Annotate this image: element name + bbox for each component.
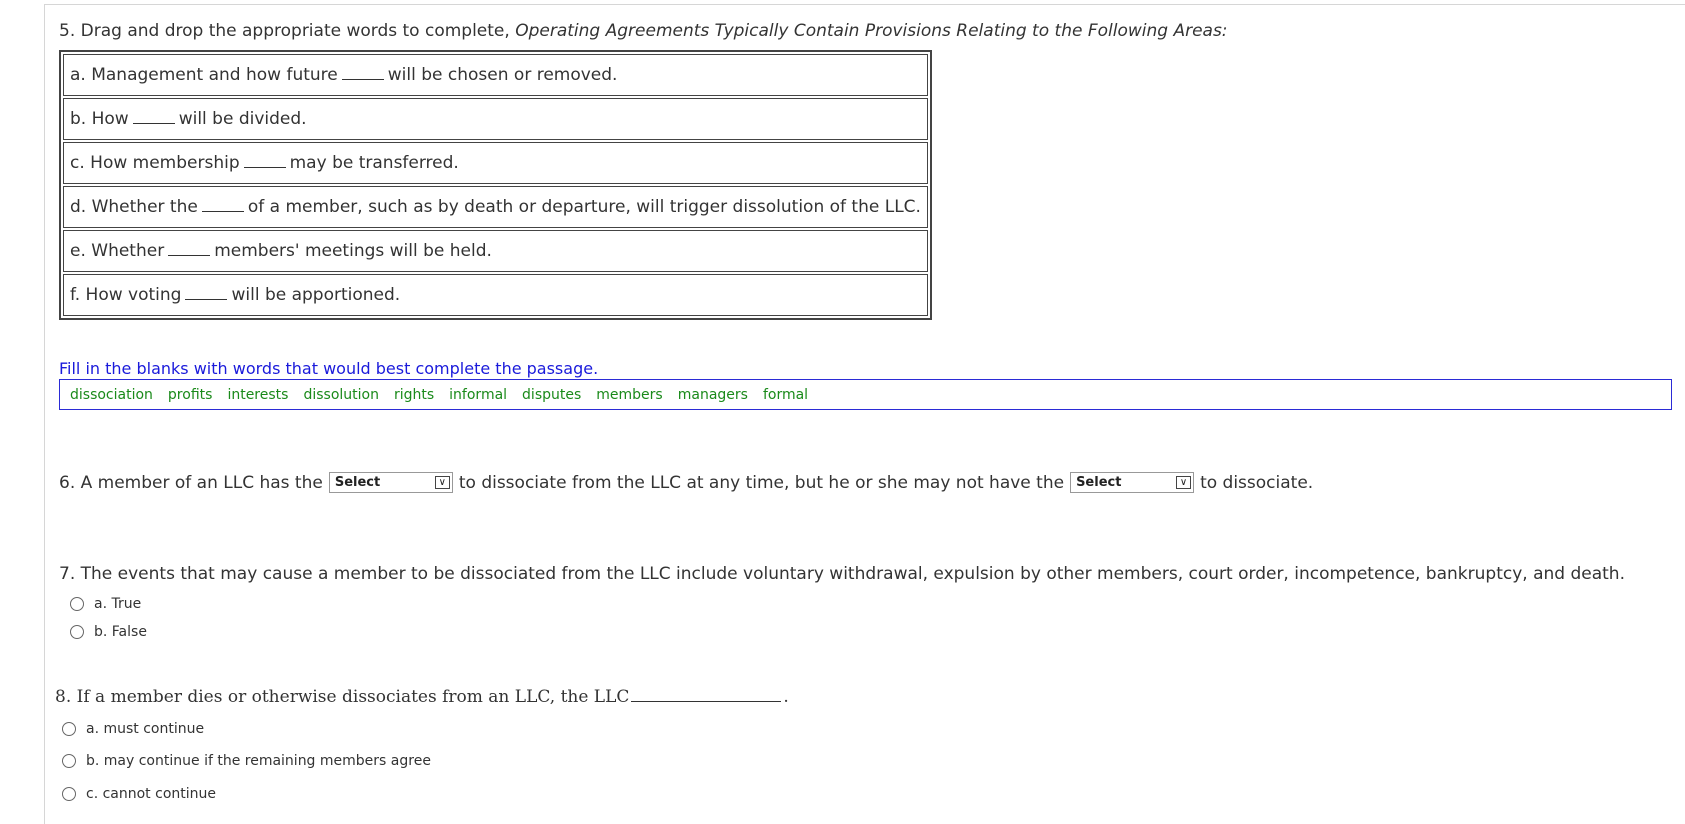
- row-c: [63, 142, 928, 184]
- option-must-continue[interactable]: [62, 721, 204, 737]
- table-row: [63, 142, 928, 184]
- word-chip[interactable]: interests: [227, 386, 289, 403]
- table-row: [63, 230, 928, 272]
- option-cannot-continue[interactable]: [62, 786, 216, 802]
- row-text: members' meetings will be held.: [214, 241, 492, 261]
- row-text: c. How membership: [70, 153, 240, 173]
- answer-blank: [631, 687, 781, 702]
- question-5-prompt: [59, 21, 1228, 41]
- drop-blank[interactable]: [202, 197, 244, 212]
- select-dropdown-1[interactable]: [329, 472, 453, 493]
- radio-button[interactable]: [62, 722, 76, 736]
- row-a: [63, 54, 928, 96]
- row-text: will be divided.: [178, 109, 307, 129]
- drop-blank[interactable]: [168, 241, 210, 256]
- word-chip[interactable]: formal: [762, 386, 809, 403]
- row-text: will be chosen or removed.: [387, 65, 618, 85]
- select-value: Select: [1076, 475, 1122, 490]
- row-text: may be transferred.: [289, 153, 459, 173]
- chevron-down-icon: ∨: [1176, 476, 1191, 489]
- question-5-title: Operating Agreements Typically Contain Provisions Relating to the Following Areas:: [515, 21, 1228, 41]
- question-7-text: 7. The events that may cause a member to be dissociated from the LLC include voluntary withdrawal, expulsion by other members, court order, incompetence, bankruptcy, and death.: [59, 564, 1625, 584]
- word-chip[interactable]: profits: [167, 386, 213, 403]
- row-e: [63, 230, 928, 272]
- table-row: [63, 98, 928, 140]
- question-8-end: .: [783, 687, 789, 707]
- row-b: [63, 98, 928, 140]
- table-row: [63, 54, 928, 96]
- question-6-text: to dissociate from the LLC at any time, but he or she may not have the: [458, 472, 1065, 493]
- row-f: [63, 274, 928, 316]
- word-bank: [59, 379, 1672, 410]
- row-text: b. How: [70, 109, 129, 129]
- option-true[interactable]: [70, 596, 141, 612]
- row-d: [63, 186, 928, 228]
- option-label: a. True: [94, 596, 142, 612]
- select-dropdown-2[interactable]: [1070, 472, 1194, 493]
- row-text: will be apportioned.: [231, 285, 401, 305]
- option-label: b. may continue if the remaining members agree: [86, 753, 431, 769]
- radio-button[interactable]: [62, 787, 76, 801]
- drop-blank[interactable]: [133, 109, 175, 124]
- question-6-text: 6. A member of an LLC has the: [59, 472, 323, 493]
- option-label: c. cannot continue: [86, 786, 216, 802]
- word-chip[interactable]: dissolution: [303, 386, 379, 403]
- word-chip[interactable]: informal: [449, 386, 508, 403]
- table-row: [63, 186, 928, 228]
- question-8: [55, 687, 789, 707]
- radio-button[interactable]: [70, 625, 84, 639]
- row-text: f. How voting: [70, 285, 182, 305]
- word-chip[interactable]: members: [596, 386, 663, 403]
- option-false[interactable]: [70, 624, 147, 640]
- table-row: [63, 274, 928, 316]
- radio-button[interactable]: [70, 597, 84, 611]
- word-chip[interactable]: managers: [677, 386, 748, 403]
- drop-blank[interactable]: [244, 153, 286, 168]
- question-8-text: 8. If a member dies or otherwise dissociates from an LLC, the LLC: [55, 687, 630, 707]
- option-label: a. must continue: [86, 721, 205, 737]
- question-5-table: [59, 50, 932, 320]
- option-label: b. False: [94, 624, 147, 640]
- row-text: of a member, such as by death or departure, will trigger dissolution of the LLC.: [247, 197, 921, 217]
- drop-blank[interactable]: [185, 285, 227, 300]
- word-chip[interactable]: dissociation: [70, 386, 153, 403]
- question-6-text: to dissociate.: [1200, 472, 1314, 493]
- select-value: Select: [334, 475, 381, 490]
- word-chip[interactable]: disputes: [522, 386, 582, 403]
- chevron-down-icon: ∨: [435, 476, 450, 489]
- row-text: d. Whether the: [70, 197, 198, 217]
- fill-instruction: Fill in the blanks with words that would best complete the passage.: [59, 359, 599, 378]
- radio-button[interactable]: [62, 754, 76, 768]
- drop-blank[interactable]: [342, 65, 384, 80]
- row-text: a. Management and how future: [70, 65, 338, 85]
- word-chip[interactable]: rights: [393, 386, 435, 403]
- question-5-text: 5. Drag and drop the appropriate words to complete,: [59, 21, 510, 41]
- row-text: e. Whether: [70, 241, 165, 261]
- option-may-continue[interactable]: [62, 753, 431, 769]
- question-6: [59, 472, 1313, 493]
